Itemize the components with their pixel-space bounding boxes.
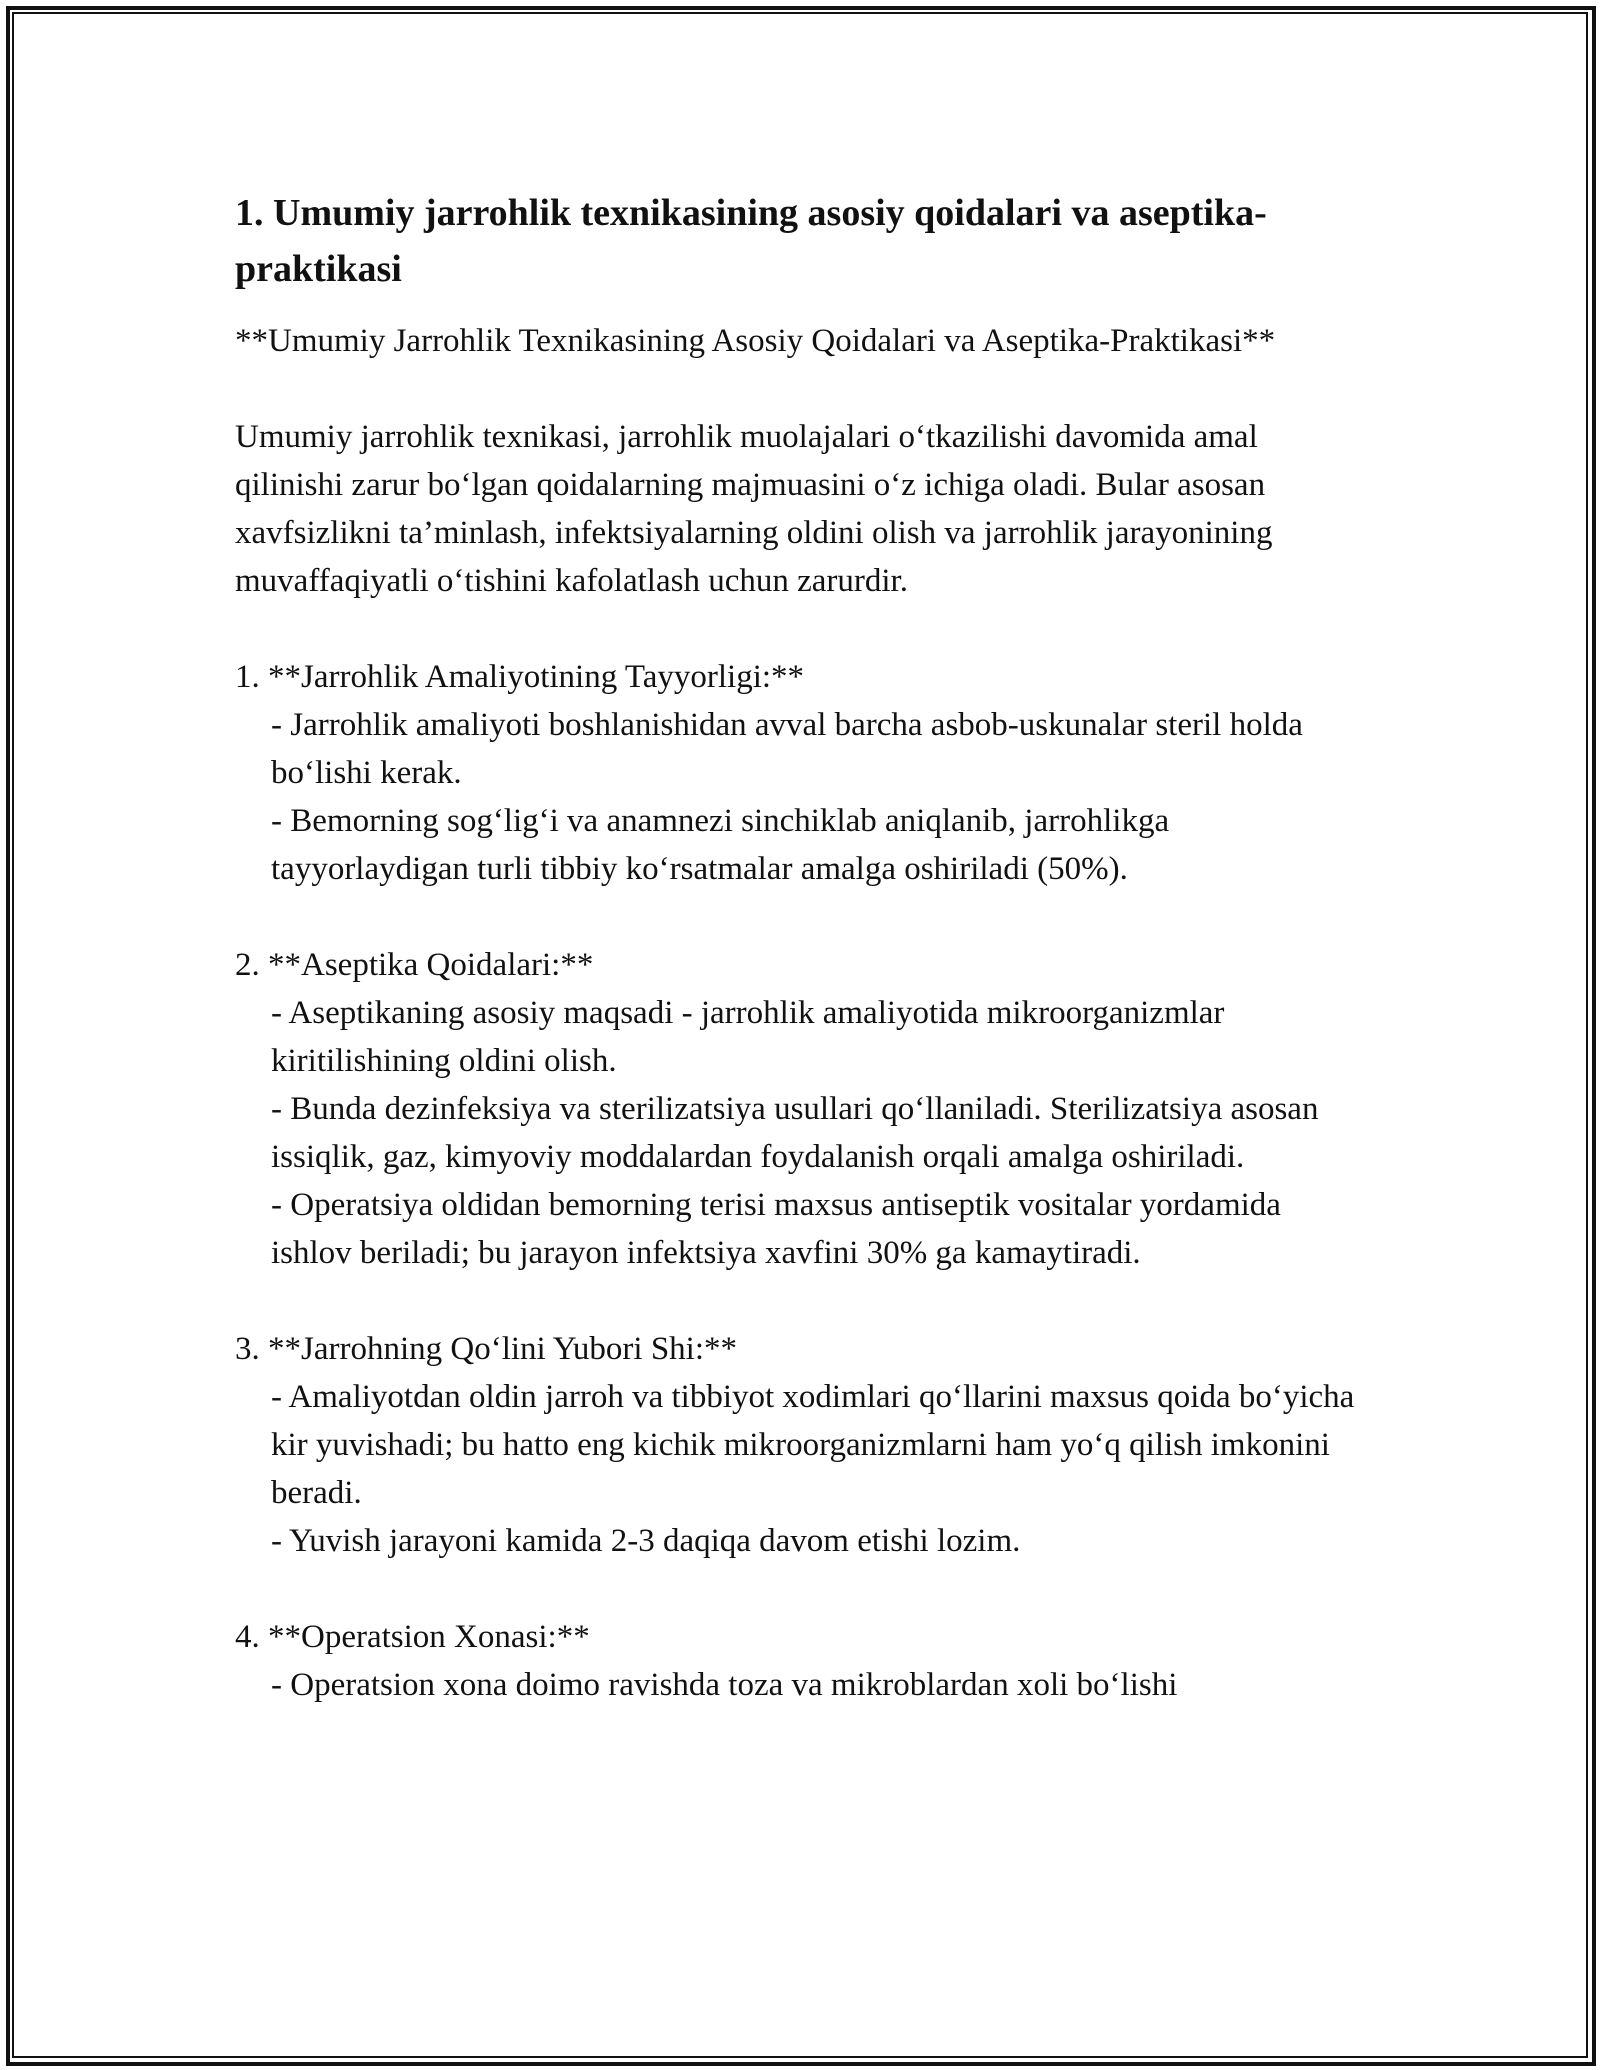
spacer [235, 605, 1365, 653]
list-item: - Aseptikaning asosiy maqsadi - jarrohlik amaliyotida mikroorganizmlar kiritilishining oldini olish. [271, 995, 1225, 1079]
section-heading: 2. **Aseptika Qoidalari:** [235, 947, 594, 983]
section-heading: 3. **Jarrohning Qo‘lini Yubori Shi:** [235, 1331, 738, 1367]
list-item: - Bunda dezinfeksiya va sterilizatsiya usullari qo‘llaniladi. Sterilizatsiya asosan issiqlik, gaz, kimyoviy moddalardan foydalanish orqali amalga oshiriladi. [271, 1091, 1319, 1175]
document-title: 1. Umumiy jarrohlik texnikasining asosiy qoidalari va aseptika-praktikasi [235, 192, 1267, 290]
spacer [235, 893, 1365, 941]
list-item: - Operatsiya oldidan bemorning terisi maxsus antiseptik vositalar yordamida ishlov beriladi; bu jarayon infektsiya xavfini 30% ga kamaytiradi. [271, 1187, 1281, 1271]
spacer [235, 1277, 1365, 1325]
list-item: - Jarrohlik amaliyoti boshlanishidan avval barcha asbob-uskunalar steril holda bo‘lishi kerak. [271, 707, 1303, 791]
document-subtitle: **Umumiy Jarrohlik Texnikasining Asosiy Qoidalari va Aseptika-Praktikasi** [235, 323, 1276, 359]
section-2 [235, 941, 1365, 1277]
section-heading: 1. **Jarrohlik Amaliyotining Tayyorligi:** [235, 659, 805, 695]
section-1 [235, 653, 1365, 893]
section-3 [235, 1325, 1365, 1565]
section-4 [235, 1613, 1365, 1709]
section-heading: 4. **Operatsion Xonasi:** [235, 1619, 590, 1655]
spacer [235, 1565, 1365, 1613]
list-item: - Amaliyotdan oldin jarroh va tibbiyot xodimlari qo‘llarini maxsus qoida bo‘yicha kir yuvishadi; bu hatto eng kichik mikroorganizmlarni ham yo‘q qilish imkonini beradi. [271, 1379, 1355, 1511]
list-item: - Operatsion xona doimo ravishda toza va mikroblardan xoli bo‘lishi [271, 1667, 1178, 1703]
document-body [235, 185, 1365, 1709]
intro-paragraph: Umumiy jarrohlik texnikasi, jarrohlik muolajalari o‘tkazilishi davomida amal qilinishi zarur bo‘lgan qoidalarning majmuasini o‘z ichiga oladi. Bular asosan xavfsizlikni ta’minlash, infektsiyalarning oldini olish va jarrohlik jarayonining muvaffaqiyatli o‘tishini kafolatlash uchun zarurdir. [235, 419, 1273, 599]
list-item: - Bemorning sog‘lig‘i va anamnezi sinchiklab aniqlanib, jarrohlikga tayyorlaydigan turli tibbiy ko‘rsatmalar amalga oshiriladi (50%). [271, 803, 1170, 887]
list-item: - Yuvish jarayoni kamida 2-3 daqiqa davom etishi lozim. [271, 1523, 1021, 1559]
spacer [235, 365, 1365, 413]
